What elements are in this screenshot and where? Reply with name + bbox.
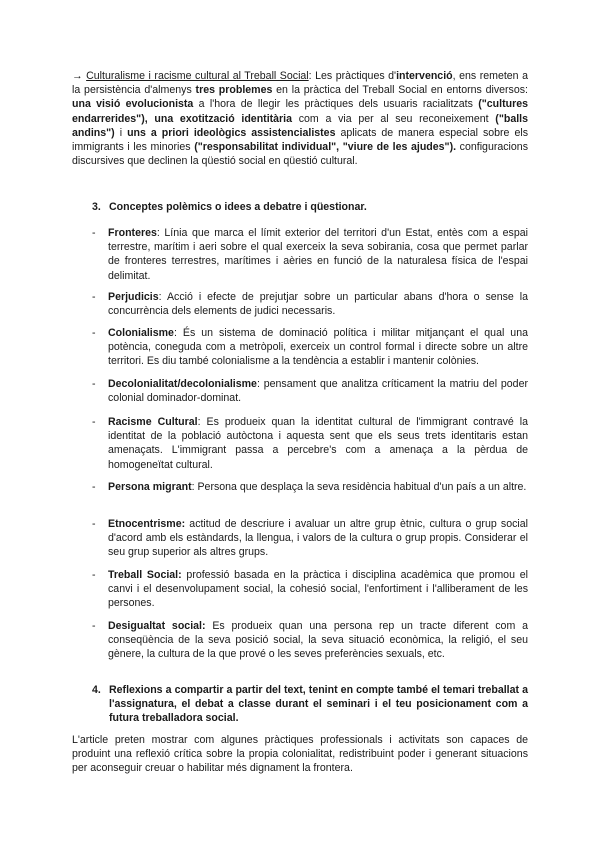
concept-item [92,568,528,611]
concept-item [92,290,528,318]
dash-bullet: - [92,481,96,493]
concept-term: Persona migrant [108,481,192,493]
concept-item [92,517,528,560]
arrow-icon: → [72,70,83,82]
concept-definition: : És un sistema de dominació política i militar mitjançant el qual una potència, coneguda com a metròpoli, exerceix un control formal i directe sobre un altre territori. Es diu també colonialisme a la tendència a establir i mantenir colònies. [108,327,528,368]
concept-term: Decolonialitat/decolonialisme [108,378,257,390]
concept-definition: : Línia que marca el límit exterior del territori d'un Estat, entès com a espai terrestre, marítim i aeri sobre el qual exerceix la seva sobirania, cosa que permet parlar de fronteres terrestres, marítimes i aèries en funció de la naturalesa física de l'espai delimitat. [108,227,528,282]
concept-term: Fronteres [108,227,157,239]
dash-bullet: - [92,227,96,239]
dash-bullet: - [92,378,96,390]
concept-item [92,415,528,472]
concept-term: Treball Social: [108,569,182,581]
section-3-heading [92,200,528,214]
dash-bullet: - [92,518,96,530]
concept-definition: : Acció i efecte de prejutjar sobre un particular abans d'hora o sense la concurrència dels elements de judici necessaris. [108,291,528,318]
concept-item [92,226,528,283]
intro-paragraph: → Culturalisme i racisme cultural al Treball Social: Les pràctiques d'intervenció, ens remeten a la persistència d'almenys tres problemes en la pràctica del Treball Social en entorns diversos: una visió evolucionista a l'hora de llegir les pràctiques dels usuaris racialitzats ("cultures endarrerides"), una exotització identitària com a via per al seu reconeixement ("balls andins") i uns a priori ideològics assistencialistes aplicats de manera especial sobre els immigrants i les minories ("responsabilitat individual", "viure de les ajudes"). configuracions discursives que declinen la qüestió social en qüestió cultural. [72,70,528,168]
concept-definition: actitud de descriure i avaluar un altre grup ètnic, cultura o grup social d'acord amb els estàndards, la llengua, i valors de la cultura o grup propis. Considerar el seu grup superior als altres grups. [108,518,528,559]
dash-bullet: - [92,416,96,428]
section-4-number: 4. [92,684,101,696]
concept-definition: professió basada en la pràctica i disciplina acadèmica que promou el canvi i el desenvolupament social, la cohesió social, l'enfortiment i l'alliberament de les persones. [108,569,528,610]
concept-term: Desigualtat social: [108,620,206,632]
section-4-heading [92,683,528,726]
concept-definition: Es produeix quan una persona rep un tracte diferent com a conseqüència de la seva posició social, la seva situació econòmica, la religió, el seu gènere, la cultura de la que prové o les seves preferències sexuals, etc. [108,620,528,661]
section-3-number: 3. [92,201,101,213]
section-link-title[interactable]: Culturalisme i racisme cultural al Treball Social [86,70,309,82]
dash-bullet: - [92,569,96,581]
section-4-title: Reflexions a compartir a partir del text, tenint en compte també el temari treballat a l'assignatura, el debat a classe durant el seminari i el teu posicionament com a futura treballadora social. [109,684,528,725]
concept-item [92,377,528,405]
concept-item [92,480,528,494]
section-3-title: Conceptes polèmics o idees a debatre i qüestionar. [109,201,367,213]
dash-bullet: - [92,327,96,339]
closing-paragraph: L'article preten mostrar com algunes pràctiques professionals i activitats son capaces de produint una reflexió crítica sobre la propia colonialitat, redistribuint poder i generant situacions per aconseguir creuar o habilitar més dignament la frontera. [72,734,528,775]
concept-definition: : Persona que desplaça la seva residència habitual d'un país a un altre. [191,481,527,493]
dash-bullet: - [92,291,96,303]
concept-term: Etnocentrisme: [108,518,186,530]
concept-item [92,619,528,662]
concept-term: Perjudicis [108,291,159,303]
concept-term: Colonialisme [108,327,174,339]
concept-item [92,326,528,369]
concept-definition: : pensament que analitza críticament la matriu del poder colonial dominador-dominat. [108,378,528,405]
concept-definition: : Es produeix quan la identitat cultural de l'immigrant contravé la identitat de la població autòctona i aquesta sent que els seus trets identitaris estan amenaçats. L'immigrant passa a percebre's com a amenaça a la pèrdua de homogeneïtat cultural. [108,416,529,471]
dash-bullet: - [92,620,96,632]
concept-term: Racisme Cultural [108,416,198,428]
